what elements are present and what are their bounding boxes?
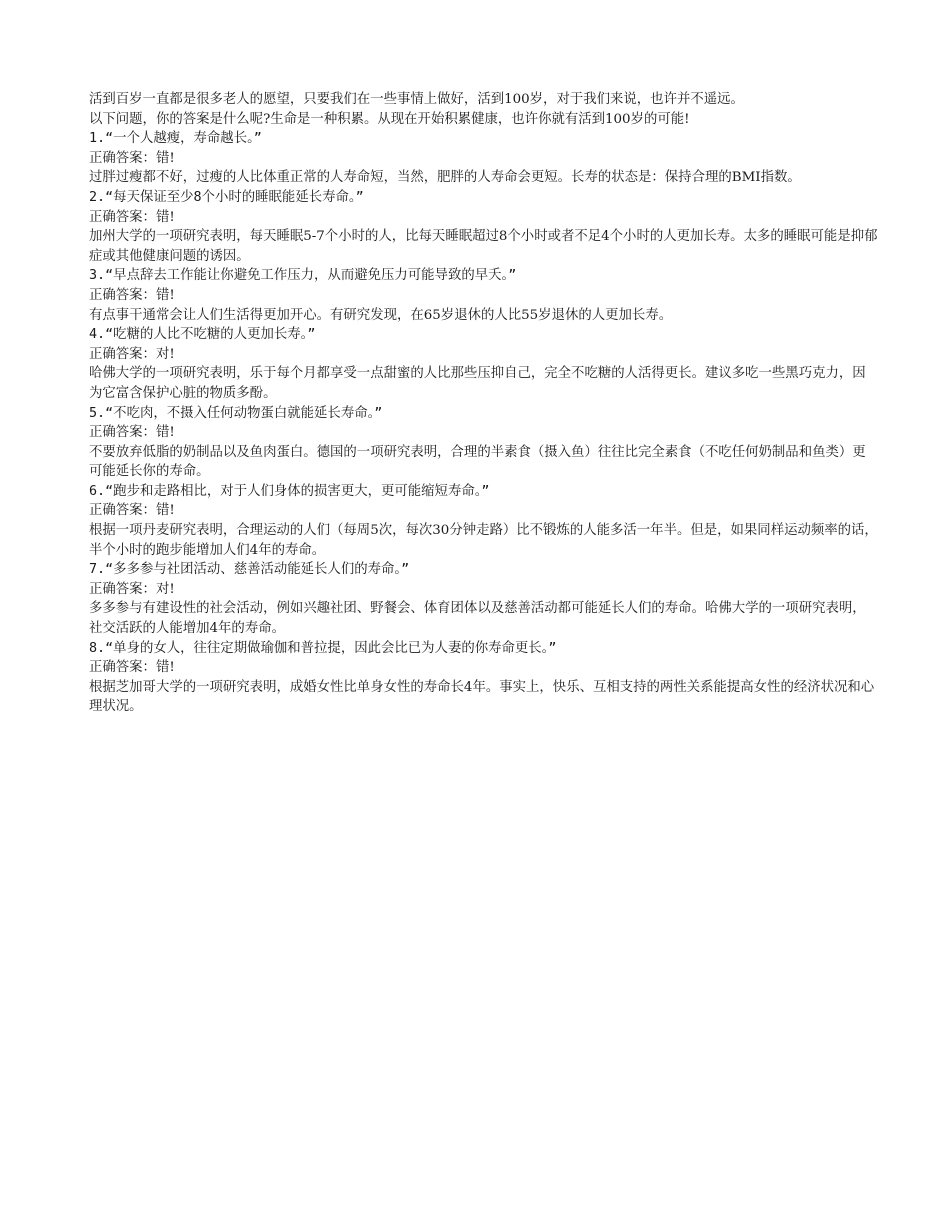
question-7: 7.“多多参与社团活动、慈善活动能延长人们的寿命。” — [89, 562, 410, 578]
intro-paragraph-1: 活到百岁一直都是很多老人的愿望，只要我们在一些事情上做好，活到100岁，对于我们来说，也许并不遥远。 — [89, 92, 744, 107]
intro-paragraph-2: 以下问题，你的答案是什么呢?生命是一种积累。从现在开始积累健康，也许你就有活到100岁的可能! — [89, 111, 690, 127]
question-4: 4.“吃糖的人比不吃糖的人更加长寿。” — [89, 327, 316, 343]
explanation-7: 多多参与有建设性的社会活动，例如兴趣社团、野餐会、体育团体以及慈善活动都可能延长人们的寿命。哈佛大学的一项研究表明，社交活跃的人能增加4年的寿命。 — [89, 601, 866, 637]
answer-1: 正确答案：错! — [89, 150, 175, 166]
answer-5: 正确答案：错! — [89, 425, 175, 441]
explanation-8: 根据芝加哥大学的一项研究表明，成婚女性比单身女性的寿命长4年。事实上，快乐、互相支持的两性关系能提高女性的经济状况和心理状况。 — [89, 679, 875, 715]
answer-3: 正确答案：错! — [89, 287, 175, 303]
answer-4: 正确答案：对! — [89, 346, 175, 362]
answer-7: 正确答案：对! — [89, 581, 175, 597]
explanation-1: 过胖过瘦都不好，过瘦的人比体重正常的人寿命短，当然，肥胖的人寿命会更短。长寿的状态是：保持合理的BMI指数。 — [89, 170, 801, 186]
explanation-4: 哈佛大学的一项研究表明，乐于每个月都享受一点甜蜜的人比那些压抑自己，完全不吃糖的人活得更长。建议多吃一些黑巧克力，因为它富含保护心脏的物质多酚。 — [89, 366, 866, 401]
question-3: 3.“早点辞去工作能让你避免工作压力，从而避免压力可能导致的早夭。” — [89, 268, 517, 284]
explanation-2: 加州大学的一项研究表明，每天睡眠5-7个小时的人，比每天睡眠超过8个小时或者不足4个小时的人更加长寿。太多的睡眠可能是抑郁症或其他健康问题的诱因。 — [89, 229, 878, 264]
explanation-5: 不要放弃低脂的奶制品以及鱼肉蛋白。德国的一项研究表明，合理的半素食（摄入鱼）往往比完全素食（不吃任何奶制品和鱼类）更可能延长你的寿命。 — [89, 444, 866, 480]
question-2: 2.“每天保证至少8个小时的睡眠能延长寿命。” — [89, 189, 364, 205]
document-body — [89, 90, 879, 717]
answer-2: 正确答案：错! — [89, 209, 175, 225]
question-6: 6.“跑步和走路相比，对于人们身体的损害更大，更可能缩短寿命。” — [89, 483, 490, 499]
answer-8: 正确答案：错! — [89, 660, 175, 676]
explanation-3: 有点事干通常会让人们生活得更加开心。有研究发现，在65岁退休的人比55岁退休的人更加长寿。 — [89, 307, 673, 323]
explanation-6: 根据一项丹麦研究表明，合理运动的人们（每周5次，每次30分钟走路）比不锻炼的人能多活一年半。但是，如果同样运动频率的话，半个小时的跑步能增加人们4年的寿命。 — [89, 523, 878, 558]
question-8: 8.“单身的女人，往往定期做瑜伽和普拉提，因此会比已为人妻的你寿命更长。” — [89, 640, 557, 656]
answer-6: 正确答案：错! — [89, 503, 175, 519]
question-5: 5.“不吃肉，不摄入任何动物蛋白就能延长寿命。” — [89, 405, 383, 421]
question-1: 1.“一个人越瘦，寿命越长。” — [89, 131, 262, 147]
